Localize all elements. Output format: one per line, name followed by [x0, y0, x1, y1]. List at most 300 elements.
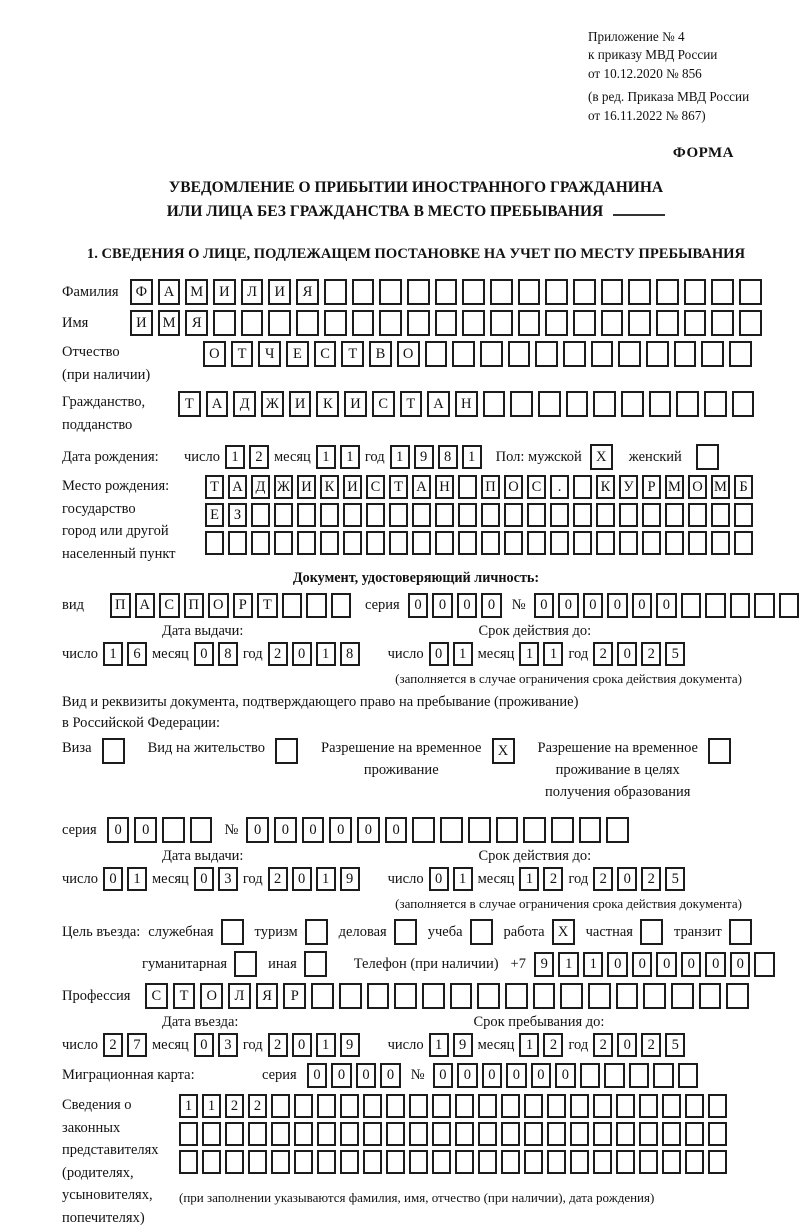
char-cell[interactable]: 0 — [705, 952, 726, 977]
char-cell[interactable] — [343, 531, 362, 555]
char-cell[interactable]: П — [481, 475, 500, 499]
char-cell[interactable]: Е — [205, 503, 224, 527]
date-cell[interactable]: 1 — [453, 867, 473, 891]
char-cell[interactable] — [468, 817, 491, 843]
option-checkbox[interactable] — [470, 919, 493, 945]
char-cell[interactable] — [593, 1094, 612, 1118]
char-cell[interactable] — [734, 531, 753, 555]
char-cell[interactable]: Т — [178, 391, 201, 417]
char-cell[interactable] — [616, 983, 639, 1009]
char-cell[interactable] — [754, 593, 775, 618]
char-cell[interactable] — [179, 1150, 198, 1174]
char-cell[interactable] — [573, 310, 596, 336]
char-cell[interactable]: К — [316, 391, 339, 417]
date-cell[interactable]: 9 — [340, 867, 360, 891]
date-cell[interactable]: 1 — [340, 445, 360, 469]
date-cell[interactable]: 3 — [218, 1033, 238, 1057]
char-cell[interactable] — [550, 531, 569, 555]
char-cell[interactable] — [550, 503, 569, 527]
char-cell[interactable] — [435, 503, 454, 527]
char-cell[interactable] — [478, 1150, 497, 1174]
char-cell[interactable] — [320, 503, 339, 527]
date-cell[interactable]: 1 — [316, 445, 336, 469]
char-cell[interactable] — [616, 1094, 635, 1118]
char-cell[interactable]: Я — [256, 983, 279, 1009]
char-cell[interactable]: И — [297, 475, 316, 499]
char-cell[interactable]: М — [185, 279, 208, 305]
char-cell[interactable] — [639, 1150, 658, 1174]
char-cell[interactable] — [331, 593, 352, 618]
char-cell[interactable]: Д — [233, 391, 256, 417]
char-cell[interactable] — [458, 475, 477, 499]
char-cell[interactable] — [481, 531, 500, 555]
date-cell[interactable]: 5 — [665, 642, 685, 666]
char-cell[interactable] — [339, 983, 362, 1009]
date-cell[interactable]: 0 — [194, 867, 214, 891]
char-cell[interactable] — [616, 1150, 635, 1174]
char-cell[interactable]: 0 — [583, 593, 604, 618]
date-cell[interactable]: 0 — [103, 867, 123, 891]
char-cell[interactable] — [435, 531, 454, 555]
char-cell[interactable]: 0 — [534, 593, 555, 618]
char-cell[interactable] — [455, 1150, 474, 1174]
date-cell[interactable]: 2 — [268, 1033, 288, 1057]
char-cell[interactable] — [162, 817, 185, 843]
char-cell[interactable] — [754, 952, 775, 977]
char-cell[interactable]: А — [206, 391, 229, 417]
char-cell[interactable]: О — [208, 593, 229, 618]
char-cell[interactable] — [432, 1122, 451, 1146]
char-cell[interactable] — [386, 1094, 405, 1118]
char-cell[interactable]: 0 — [433, 1063, 454, 1088]
char-cell[interactable] — [685, 1150, 704, 1174]
char-cell[interactable] — [282, 593, 303, 618]
char-cell[interactable] — [704, 391, 727, 417]
char-cell[interactable]: Е — [286, 341, 309, 367]
char-cell[interactable]: 0 — [632, 952, 653, 977]
date-cell[interactable]: 1 — [316, 867, 336, 891]
char-cell[interactable] — [386, 1150, 405, 1174]
char-cell[interactable] — [251, 531, 270, 555]
char-cell[interactable] — [684, 310, 707, 336]
char-cell[interactable]: А — [412, 475, 431, 499]
char-cell[interactable]: 0 — [274, 817, 297, 843]
char-cell[interactable] — [248, 1150, 267, 1174]
date-cell[interactable]: 5 — [665, 867, 685, 891]
char-cell[interactable]: Н — [435, 475, 454, 499]
char-cell[interactable] — [573, 475, 592, 499]
char-cell[interactable] — [496, 817, 519, 843]
char-cell[interactable] — [524, 1094, 543, 1118]
char-cell[interactable] — [646, 341, 669, 367]
char-cell[interactable] — [271, 1094, 290, 1118]
char-cell[interactable]: 0 — [134, 817, 157, 843]
char-cell[interactable] — [225, 1150, 244, 1174]
option-checkbox[interactable] — [102, 738, 125, 764]
char-cell[interactable]: 0 — [457, 593, 478, 618]
char-cell[interactable] — [518, 279, 541, 305]
char-cell[interactable] — [596, 531, 615, 555]
date-cell[interactable]: 1 — [462, 445, 482, 469]
char-cell[interactable] — [296, 310, 319, 336]
char-cell[interactable] — [340, 1150, 359, 1174]
char-cell[interactable] — [560, 983, 583, 1009]
char-cell[interactable] — [604, 1063, 625, 1088]
char-cell[interactable]: 0 — [408, 593, 429, 618]
char-cell[interactable] — [674, 341, 697, 367]
date-cell[interactable]: 1 — [103, 642, 123, 666]
char-cell[interactable]: 0 — [331, 1063, 352, 1088]
date-cell[interactable]: 2 — [593, 1033, 613, 1057]
date-cell[interactable]: 2 — [543, 867, 563, 891]
option-checkbox[interactable]: X — [552, 919, 575, 945]
date-cell[interactable]: 0 — [292, 1033, 312, 1057]
char-cell[interactable] — [688, 531, 707, 555]
date-cell[interactable]: 1 — [390, 445, 410, 469]
char-cell[interactable] — [732, 391, 755, 417]
char-cell[interactable] — [524, 1122, 543, 1146]
female-checkbox[interactable] — [696, 444, 719, 470]
char-cell[interactable] — [407, 279, 430, 305]
char-cell[interactable] — [629, 1063, 650, 1088]
char-cell[interactable] — [363, 1122, 382, 1146]
char-cell[interactable]: 0 — [656, 952, 677, 977]
date-cell[interactable]: 1 — [225, 445, 245, 469]
char-cell[interactable] — [455, 1122, 474, 1146]
char-cell[interactable] — [551, 817, 574, 843]
char-cell[interactable]: Р — [283, 983, 306, 1009]
char-cell[interactable]: 0 — [357, 817, 380, 843]
date-cell[interactable]: 7 — [127, 1033, 147, 1057]
char-cell[interactable] — [779, 593, 800, 618]
char-cell[interactable] — [527, 503, 546, 527]
char-cell[interactable] — [665, 503, 684, 527]
char-cell[interactable]: Я — [296, 279, 319, 305]
char-cell[interactable] — [425, 341, 448, 367]
char-cell[interactable] — [294, 1094, 313, 1118]
char-cell[interactable] — [490, 310, 513, 336]
char-cell[interactable] — [606, 817, 629, 843]
char-cell[interactable]: 0 — [531, 1063, 552, 1088]
char-cell[interactable] — [202, 1150, 221, 1174]
char-cell[interactable]: О — [200, 983, 223, 1009]
char-cell[interactable] — [616, 1122, 635, 1146]
char-cell[interactable] — [701, 341, 724, 367]
char-cell[interactable] — [527, 531, 546, 555]
char-cell[interactable] — [462, 310, 485, 336]
char-cell[interactable] — [306, 593, 327, 618]
char-cell[interactable] — [566, 391, 589, 417]
char-cell[interactable] — [501, 1094, 520, 1118]
char-cell[interactable] — [538, 391, 561, 417]
char-cell[interactable] — [639, 1122, 658, 1146]
char-cell[interactable] — [685, 1094, 704, 1118]
date-cell[interactable]: 1 — [519, 867, 539, 891]
char-cell[interactable] — [490, 279, 513, 305]
char-cell[interactable]: О — [397, 341, 420, 367]
char-cell[interactable]: А — [228, 475, 247, 499]
char-cell[interactable]: 0 — [482, 1063, 503, 1088]
char-cell[interactable] — [343, 503, 362, 527]
char-cell[interactable]: А — [135, 593, 156, 618]
char-cell[interactable]: Т — [389, 475, 408, 499]
char-cell[interactable]: К — [596, 475, 615, 499]
char-cell[interactable]: Т — [400, 391, 423, 417]
date-cell[interactable]: 6 — [127, 642, 147, 666]
char-cell[interactable]: 0 — [380, 1063, 401, 1088]
char-cell[interactable]: 0 — [457, 1063, 478, 1088]
char-cell[interactable]: 0 — [302, 817, 325, 843]
char-cell[interactable] — [389, 531, 408, 555]
date-cell[interactable]: 0 — [429, 867, 449, 891]
char-cell[interactable] — [573, 279, 596, 305]
char-cell[interactable] — [297, 531, 316, 555]
char-cell[interactable]: 1 — [583, 952, 604, 977]
char-cell[interactable] — [739, 279, 762, 305]
char-cell[interactable]: Я — [185, 310, 208, 336]
char-cell[interactable]: А — [427, 391, 450, 417]
char-cell[interactable]: Т — [341, 341, 364, 367]
char-cell[interactable] — [412, 503, 431, 527]
char-cell[interactable] — [409, 1150, 428, 1174]
char-cell[interactable]: С — [145, 983, 168, 1009]
char-cell[interactable] — [639, 1094, 658, 1118]
char-cell[interactable] — [409, 1094, 428, 1118]
date-cell[interactable]: 1 — [519, 1033, 539, 1057]
char-cell[interactable] — [458, 503, 477, 527]
date-cell[interactable]: 0 — [194, 1033, 214, 1057]
char-cell[interactable] — [628, 279, 651, 305]
char-cell[interactable] — [711, 503, 730, 527]
date-cell[interactable]: 2 — [641, 1033, 661, 1057]
date-cell[interactable]: 2 — [593, 642, 613, 666]
char-cell[interactable] — [591, 341, 614, 367]
char-cell[interactable] — [662, 1150, 681, 1174]
date-cell[interactable]: 8 — [438, 445, 458, 469]
char-cell[interactable] — [412, 817, 435, 843]
male-checkbox[interactable]: X — [590, 444, 613, 470]
option-checkbox[interactable] — [640, 919, 663, 945]
char-cell[interactable] — [628, 310, 651, 336]
char-cell[interactable]: Т — [173, 983, 196, 1009]
char-cell[interactable] — [435, 279, 458, 305]
char-cell[interactable]: 2 — [225, 1094, 244, 1118]
char-cell[interactable]: 0 — [481, 593, 502, 618]
char-cell[interactable] — [642, 503, 661, 527]
date-cell[interactable]: 2 — [268, 642, 288, 666]
char-cell[interactable] — [501, 1122, 520, 1146]
char-cell[interactable]: 0 — [107, 817, 130, 843]
char-cell[interactable] — [563, 341, 586, 367]
char-cell[interactable]: 0 — [730, 952, 751, 977]
date-cell[interactable]: 1 — [519, 642, 539, 666]
char-cell[interactable] — [432, 1094, 451, 1118]
char-cell[interactable] — [523, 817, 546, 843]
char-cell[interactable] — [681, 593, 702, 618]
char-cell[interactable]: С — [366, 475, 385, 499]
date-cell[interactable]: 0 — [617, 867, 637, 891]
char-cell[interactable] — [394, 983, 417, 1009]
date-cell[interactable]: 2 — [103, 1033, 123, 1057]
char-cell[interactable] — [545, 310, 568, 336]
char-cell[interactable] — [730, 593, 751, 618]
char-cell[interactable] — [340, 1094, 359, 1118]
char-cell[interactable] — [676, 391, 699, 417]
date-cell[interactable]: 1 — [429, 1033, 449, 1057]
char-cell[interactable] — [547, 1150, 566, 1174]
char-cell[interactable] — [684, 279, 707, 305]
char-cell[interactable]: Т — [205, 475, 224, 499]
char-cell[interactable] — [205, 531, 224, 555]
char-cell[interactable]: Ч — [258, 341, 281, 367]
char-cell[interactable]: 9 — [534, 952, 555, 977]
char-cell[interactable] — [450, 983, 473, 1009]
char-cell[interactable] — [432, 1150, 451, 1174]
char-cell[interactable] — [478, 1122, 497, 1146]
char-cell[interactable] — [593, 391, 616, 417]
char-cell[interactable] — [407, 310, 430, 336]
char-cell[interactable] — [317, 1122, 336, 1146]
char-cell[interactable]: 2 — [248, 1094, 267, 1118]
char-cell[interactable] — [685, 1122, 704, 1146]
char-cell[interactable] — [579, 817, 602, 843]
char-cell[interactable]: К — [320, 475, 339, 499]
char-cell[interactable] — [274, 503, 293, 527]
char-cell[interactable] — [726, 983, 749, 1009]
option-checkbox[interactable] — [275, 738, 298, 764]
char-cell[interactable] — [662, 1094, 681, 1118]
char-cell[interactable] — [524, 1150, 543, 1174]
char-cell[interactable]: О — [688, 475, 707, 499]
char-cell[interactable] — [294, 1122, 313, 1146]
char-cell[interactable]: 1 — [202, 1094, 221, 1118]
char-cell[interactable] — [251, 503, 270, 527]
char-cell[interactable] — [708, 1094, 727, 1118]
char-cell[interactable] — [452, 341, 475, 367]
char-cell[interactable] — [379, 279, 402, 305]
char-cell[interactable]: Н — [455, 391, 478, 417]
char-cell[interactable]: С — [314, 341, 337, 367]
char-cell[interactable] — [366, 531, 385, 555]
char-cell[interactable] — [570, 1094, 589, 1118]
char-cell[interactable] — [340, 1122, 359, 1146]
char-cell[interactable]: 0 — [432, 593, 453, 618]
char-cell[interactable]: 0 — [607, 952, 628, 977]
char-cell[interactable] — [225, 1122, 244, 1146]
char-cell[interactable] — [412, 531, 431, 555]
char-cell[interactable] — [271, 1122, 290, 1146]
date-cell[interactable]: 0 — [194, 642, 214, 666]
date-cell[interactable]: 0 — [292, 867, 312, 891]
date-cell[interactable]: 9 — [340, 1033, 360, 1057]
char-cell[interactable] — [409, 1122, 428, 1146]
char-cell[interactable] — [665, 531, 684, 555]
char-cell[interactable] — [241, 310, 264, 336]
date-cell[interactable]: 1 — [127, 867, 147, 891]
char-cell[interactable] — [505, 983, 528, 1009]
char-cell[interactable] — [518, 310, 541, 336]
char-cell[interactable] — [596, 503, 615, 527]
date-cell[interactable]: 2 — [593, 867, 613, 891]
date-cell[interactable]: 8 — [340, 642, 360, 666]
date-cell[interactable]: 1 — [453, 642, 473, 666]
date-cell[interactable]: 2 — [543, 1033, 563, 1057]
char-cell[interactable]: 0 — [632, 593, 653, 618]
char-cell[interactable] — [656, 279, 679, 305]
char-cell[interactable] — [671, 983, 694, 1009]
char-cell[interactable] — [570, 1150, 589, 1174]
option-checkbox[interactable] — [708, 738, 731, 764]
char-cell[interactable] — [294, 1150, 313, 1174]
char-cell[interactable]: 0 — [558, 593, 579, 618]
char-cell[interactable]: Ж — [261, 391, 284, 417]
char-cell[interactable] — [458, 531, 477, 555]
char-cell[interactable]: 0 — [607, 593, 628, 618]
char-cell[interactable]: 0 — [307, 1063, 328, 1088]
date-cell[interactable]: 1 — [543, 642, 563, 666]
char-cell[interactable] — [618, 341, 641, 367]
option-checkbox[interactable] — [394, 919, 417, 945]
char-cell[interactable]: И — [213, 279, 236, 305]
char-cell[interactable] — [547, 1122, 566, 1146]
char-cell[interactable] — [708, 1150, 727, 1174]
char-cell[interactable]: П — [184, 593, 205, 618]
char-cell[interactable]: И — [130, 310, 153, 336]
char-cell[interactable] — [317, 1150, 336, 1174]
option-checkbox[interactable] — [221, 919, 244, 945]
char-cell[interactable] — [649, 391, 672, 417]
char-cell[interactable]: А — [158, 279, 181, 305]
date-cell[interactable]: 2 — [641, 642, 661, 666]
char-cell[interactable] — [708, 1122, 727, 1146]
char-cell[interactable]: И — [344, 391, 367, 417]
char-cell[interactable] — [440, 817, 463, 843]
char-cell[interactable] — [621, 391, 644, 417]
char-cell[interactable]: 0 — [356, 1063, 377, 1088]
char-cell[interactable] — [535, 341, 558, 367]
char-cell[interactable] — [268, 310, 291, 336]
date-cell[interactable]: 0 — [292, 642, 312, 666]
char-cell[interactable]: Д — [251, 475, 270, 499]
char-cell[interactable]: Р — [233, 593, 254, 618]
char-cell[interactable]: С — [372, 391, 395, 417]
char-cell[interactable]: 1 — [558, 952, 579, 977]
char-cell[interactable] — [363, 1150, 382, 1174]
char-cell[interactable] — [367, 983, 390, 1009]
char-cell[interactable] — [324, 310, 347, 336]
char-cell[interactable] — [363, 1094, 382, 1118]
date-cell[interactable]: 2 — [268, 867, 288, 891]
char-cell[interactable]: Ф — [130, 279, 153, 305]
char-cell[interactable] — [228, 531, 247, 555]
char-cell[interactable]: О — [504, 475, 523, 499]
char-cell[interactable]: М — [665, 475, 684, 499]
char-cell[interactable] — [547, 1094, 566, 1118]
char-cell[interactable] — [570, 1122, 589, 1146]
char-cell[interactable] — [435, 310, 458, 336]
char-cell[interactable]: Ж — [274, 475, 293, 499]
char-cell[interactable]: Л — [228, 983, 251, 1009]
date-cell[interactable]: 8 — [218, 642, 238, 666]
date-cell[interactable]: 5 — [665, 1033, 685, 1057]
char-cell[interactable] — [455, 1094, 474, 1118]
char-cell[interactable] — [508, 341, 531, 367]
char-cell[interactable] — [533, 983, 556, 1009]
char-cell[interactable] — [588, 983, 611, 1009]
char-cell[interactable] — [320, 531, 339, 555]
char-cell[interactable] — [352, 279, 375, 305]
char-cell[interactable] — [653, 1063, 674, 1088]
